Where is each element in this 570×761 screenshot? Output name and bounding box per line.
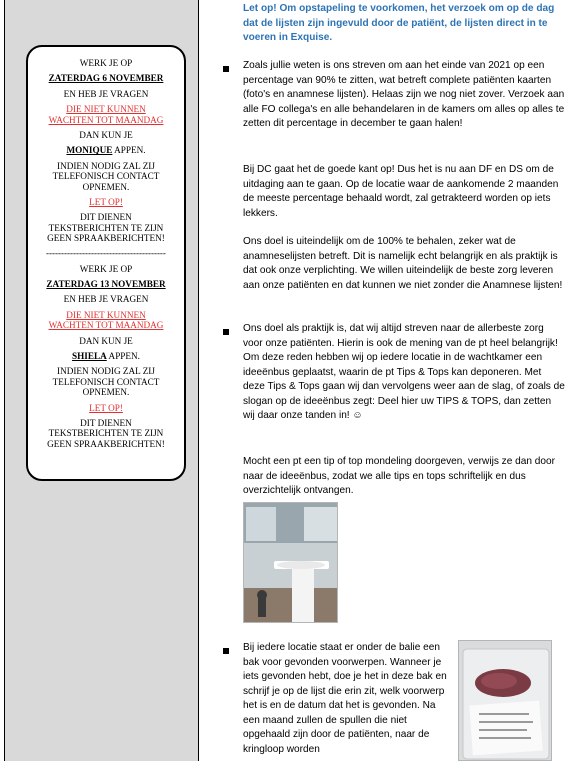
note-line: GEEN SPRAAKBERICHTEN! <box>47 438 165 449</box>
notice-line: DAN KUN JE <box>79 335 133 346</box>
separator: ---------------------------------------- <box>46 248 166 259</box>
weekend-duty-notice <box>26 45 186 481</box>
contact-suffix: APPEN. <box>106 350 140 361</box>
notice-line: EN HEB JE VRAGEN <box>63 88 149 99</box>
paragraph-percentage: Zoals jullie weten is ons streven om aan het einde van 2021 op een percentage van 90% te zitten, wat betreft complete patiënten kaarten (foto's en anamnese lijsten). Helaas zijn we nog niet zover. Verzoek aan alle FO collega's en alle behandelaren in de kamers om alles op alles te zetten dit percentage in december te gaan halen! <box>243 60 565 129</box>
urgent-text <box>28 104 184 125</box>
notice-line: DAN KUN JE <box>79 129 133 140</box>
contact-name: SHIELA <box>72 350 107 361</box>
intro-notice: Let op! Om opstapeling te voorkomen, het verzoek om op de dag dat de lijsten zijn ingevuld door de patiënt, de lijsten direct in te voeren in Exquise. <box>243 3 555 43</box>
contact-line: TELEFONISCH CONTACT <box>52 376 160 387</box>
paragraph-locations: Bij DC gaat het de goede kant op! Dus het is nu aan DF en DS om de uitdaging aan te gaan. Op de locatie waar de aankomende 2 maanden de meeste percentage behaald wordt, zal getrakteerd worden op iets lekkers. <box>243 164 559 219</box>
note-line: TEKSTBERICHTEN TE ZIJN <box>48 222 164 233</box>
lost-found-image <box>459 641 552 761</box>
note-line: TEKSTBERICHTEN TE ZIJN <box>48 428 164 439</box>
message-note <box>28 418 184 449</box>
bullet-icon <box>223 648 229 654</box>
urgent-line: WACHTEN TOT MAANDAG <box>48 320 164 331</box>
contact-line: INDIEN NODIG ZAL ZIJ <box>57 366 155 377</box>
sidebar <box>4 0 199 761</box>
lost-found-bin-photo <box>458 640 552 761</box>
paragraph-lost-found: Bij iedere locatie staat er onder de balie een bak voor gevonden voorwerpen. Wanneer je iets gevonden hebt, doe je het in deze bak en schrijf je op de lijst die erin zit, welk voorwerp het is en de datum dat het is gevonden. Na een maand zullen de spullen die niet opgehaald zijn door de patiënten, naar de kringloop worden <box>243 642 447 755</box>
contact-info <box>28 161 184 192</box>
duty-date: ZATERDAG 13 NOVEMBER <box>46 279 166 290</box>
paragraph-suggestion-box: Ons doel als praktijk is, dat wij altijd streven naar de allerbeste zorg voor onze patiënten. Hierin is ook de mening van de pt heel belangrijk! Om deze reden hebben wij op iedere locatie in de wachtkamer een ideeënbus geplaatst, waarin de pt Tips & Tops kan deponeren. Met deze Tips & Tops gaan wij dan vervolgens weer aan de slag, of zoals de slogan op de ideeënbus zegt: Deel hier uw TIPS & TOPS, dan zetten wij daar onze tanden in! ☺ <box>243 323 565 421</box>
contact-person <box>28 145 184 155</box>
paragraph-goal: Ons doel is uiteindelijk om de 100% te behalen, zeker wat de anamneselijsten betreft. Dit is namelijk echt belangrijk en als praktijk is dat ook onze verplichting. We willen uiteindelijk de beste zorg leveren aan onze patiënten en dat kunnen we niet zonder die Anamnese lijsten! <box>243 236 563 291</box>
bullet-icon <box>223 66 229 72</box>
note-line: DIT DIENEN <box>80 212 132 223</box>
notice-line: WERK JE OP <box>79 263 133 274</box>
contact-person <box>28 351 184 361</box>
note-line: GEEN SPRAAKBERICHTEN! <box>47 233 165 244</box>
contact-line: TELEFONISCH CONTACT <box>52 171 160 182</box>
contact-line: OPNEMEN. <box>82 387 130 398</box>
contact-name: MONIQUE <box>66 145 113 156</box>
notice-line: WERK JE OP <box>79 58 133 68</box>
warning-text: LET OP! <box>89 402 123 413</box>
suggestion-box-image <box>244 503 338 623</box>
bullet-icon <box>223 329 229 335</box>
warning-text: LET OP! <box>89 196 123 207</box>
suggestion-box-photo <box>243 502 338 623</box>
note-line: DIT DIENEN <box>80 417 132 428</box>
paragraph-verbal-tips: Mocht een pt een tip of top mondeling doorgeven, verwijs ze dan door naar de ideeënbus, zodat we alle tips en tops schriftelijk en dus overzichtelijk ontvangen. <box>243 456 555 496</box>
urgent-line: DIE NIET KUNNEN <box>66 309 146 320</box>
message-note <box>28 212 184 243</box>
contact-line: OPNEMEN. <box>82 181 130 192</box>
notice-line: EN HEB JE VRAGEN <box>63 294 149 305</box>
urgent-line: WACHTEN TOT MAANDAG <box>48 114 164 125</box>
contact-line: INDIEN NODIG ZAL ZIJ <box>57 160 155 171</box>
contact-suffix: APPEN. <box>112 145 146 156</box>
duty-date: ZATERDAG 6 NOVEMBER <box>48 73 164 84</box>
urgent-line: DIE NIET KUNNEN <box>66 104 146 115</box>
contact-info <box>28 366 184 397</box>
urgent-text <box>28 310 184 331</box>
